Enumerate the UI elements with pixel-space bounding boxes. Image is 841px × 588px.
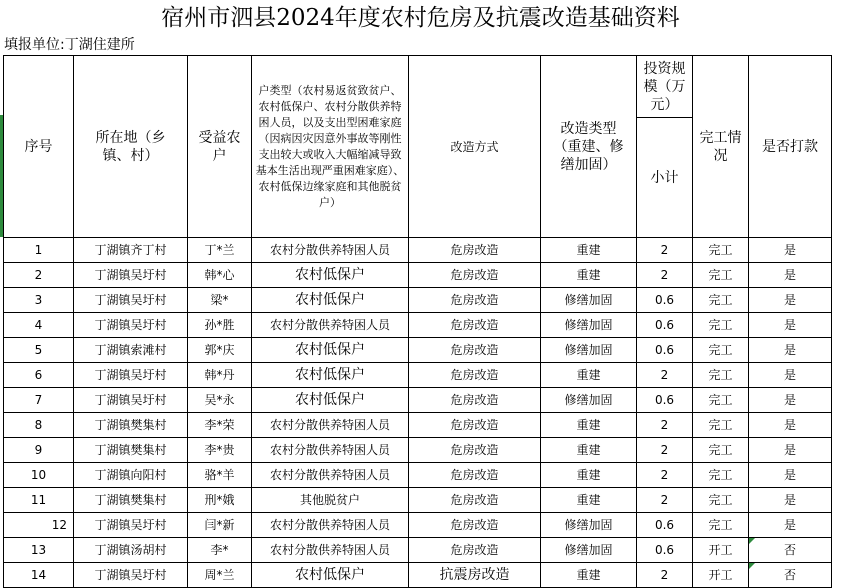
row-household-type[interactable]: 农村分散供养特困人员 [252,238,409,263]
header-beneficiary[interactable]: 受益农户 [188,56,252,238]
row-beneficiary[interactable]: 李*荣 [188,413,252,438]
row-location[interactable]: 丁湖镇齐丁村 [74,238,188,263]
header-index[interactable]: 序号 [4,56,74,238]
housing-renovation-table [3,55,832,588]
row-method[interactable]: 抗震房改造 [409,563,541,588]
row-method[interactable]: 危房改造 [409,288,541,313]
row-beneficiary[interactable]: 周*兰 [188,563,252,588]
row-status[interactable]: 完工 [693,363,749,388]
table-row[interactable] [4,313,832,338]
row-renovation-type[interactable]: 重建 [541,438,637,463]
header-subtotal[interactable]: 小计 [637,118,693,238]
row-location[interactable]: 丁湖镇索滩村 [74,338,188,363]
row-beneficiary[interactable]: 李*贵 [188,438,252,463]
row-index[interactable]: 7 [4,388,74,413]
row-index[interactable]: 9 [4,438,74,463]
row-location[interactable]: 丁湖镇吴圩村 [74,388,188,413]
row-paid: 否 [783,543,796,557]
row-renovation-type[interactable]: 重建 [541,363,637,388]
row-amount[interactable]: 2 [637,488,693,513]
row-location[interactable]: 丁湖镇樊集村 [74,488,188,513]
error-marker-icon [749,538,755,544]
row-amount[interactable]: 0.6 [637,288,693,313]
row-renovation-type[interactable]: 修缮加固 [541,338,637,363]
header-renovation-type[interactable]: 改造类型（重建、修缮加固） [541,56,637,238]
row-renovation-type[interactable]: 重建 [541,238,637,263]
row-status[interactable]: 完工 [693,463,749,488]
row-status[interactable]: 完工 [693,263,749,288]
table-row[interactable] [4,388,832,413]
row-paid[interactable]: 是 [749,413,832,438]
row-amount[interactable]: 2 [637,438,693,463]
row-amount[interactable]: 2 [637,413,693,438]
row-household-type[interactable]: 农村分散供养特困人员 [252,513,409,538]
row-renovation-type[interactable]: 重建 [541,263,637,288]
row-amount[interactable]: 0.6 [637,338,693,363]
row-paid[interactable]: 是 [749,463,832,488]
table-row[interactable] [4,513,832,538]
header-investment[interactable]: 投资规模（万元） [637,56,693,118]
row-amount[interactable]: 2 [637,363,693,388]
row-method[interactable]: 危房改造 [409,413,541,438]
row-status[interactable]: 完工 [693,288,749,313]
row-renovation-type[interactable]: 修缮加固 [541,388,637,413]
row-household-type[interactable]: 农村低保户 [252,338,409,363]
row-renovation-type[interactable]: 重建 [541,413,637,438]
header-location[interactable]: 所在地（乡镇、村） [74,56,188,238]
row-status[interactable]: 开工 [693,563,749,588]
row-renovation-type[interactable]: 重建 [541,463,637,488]
row-amount[interactable]: 2 [637,563,693,588]
row-method[interactable]: 危房改造 [409,388,541,413]
row-method[interactable]: 危房改造 [409,513,541,538]
row-household-type[interactable]: 农村低保户 [252,288,409,313]
header-household-type[interactable]: 户类型（农村易返贫致贫户、农村低保户、农村分散供养特困人员，以及支出型困难家庭（因病因灾因意外事故等刚性支出较大或收入大幅缩减导致基本生活出现严重困难家庭）、农村低保边缘家庭和其他脱贫户） [252,56,409,238]
row-index[interactable]: 3 [4,288,74,313]
error-marker-icon [749,563,755,569]
row-status[interactable]: 完工 [693,438,749,463]
table-row[interactable] [4,413,832,438]
row-status[interactable]: 完工 [693,513,749,538]
row-household-type[interactable]: 农村低保户 [252,388,409,413]
header-completion[interactable]: 完工情况 [693,56,749,238]
row-household-type[interactable]: 农村分散供养特困人员 [252,413,409,438]
row-status[interactable]: 完工 [693,338,749,363]
row-renovation-type[interactable]: 修缮加固 [541,288,637,313]
row-paid[interactable]: 是 [749,338,832,363]
row-household-type[interactable]: 农村低保户 [252,363,409,388]
reporting-unit-label: 填报单位:丁湖住建所 [4,37,135,53]
row-location[interactable]: 丁湖镇吴圩村 [74,563,188,588]
row-index[interactable]: 1 [4,238,74,263]
row-paid[interactable]: 是 [749,263,832,288]
row-amount[interactable]: 2 [637,263,693,288]
row-index[interactable]: 6 [4,363,74,388]
row-paid[interactable]: 是 [749,313,832,338]
row-amount[interactable]: 2 [637,238,693,263]
row-paid[interactable]: 是 [749,288,832,313]
row-location[interactable]: 丁湖镇吴圩村 [74,263,188,288]
row-household-type[interactable]: 农村分散供养特困人员 [252,463,409,488]
table-row[interactable] [4,238,832,263]
row-paid[interactable]: 是 [749,438,832,463]
row-method[interactable]: 危房改造 [409,313,541,338]
row-beneficiary[interactable]: 刑*娥 [188,488,252,513]
row-renovation-type[interactable]: 重建 [541,563,637,588]
row-household-type[interactable]: 农村分散供养特困人员 [252,313,409,338]
row-status[interactable]: 完工 [693,238,749,263]
row-index[interactable]: 14 [4,563,74,588]
row-index[interactable]: 4 [4,313,74,338]
table-row[interactable] [4,463,832,488]
table-row[interactable] [4,563,832,588]
row-household-type[interactable]: 农村分散供养特困人员 [252,538,409,563]
row-method[interactable]: 危房改造 [409,438,541,463]
row-method[interactable]: 危房改造 [409,538,541,563]
row-beneficiary[interactable]: 梁* [188,288,252,313]
header-method[interactable]: 改造方式 [409,56,541,238]
row-status[interactable]: 开工 [693,538,749,563]
table-row[interactable] [4,363,832,388]
row-index[interactable]: 11 [4,488,74,513]
row-paid-cell[interactable] [749,538,832,563]
table-row[interactable] [4,338,832,363]
row-renovation-type[interactable]: 重建 [541,488,637,513]
table-row[interactable] [4,288,832,313]
row-index[interactable]: 5 [4,338,74,363]
row-status[interactable]: 完工 [693,313,749,338]
row-index[interactable]: 12 [4,513,74,538]
row-location[interactable]: 丁湖镇吴圩村 [74,288,188,313]
row-renovation-type[interactable]: 修缮加固 [541,538,637,563]
row-household-type[interactable]: 其他脱贫户 [252,488,409,513]
row-amount[interactable]: 0.6 [637,313,693,338]
row-renovation-type[interactable]: 修缮加固 [541,313,637,338]
row-paid[interactable]: 是 [749,513,832,538]
row-paid[interactable]: 是 [749,238,832,263]
row-beneficiary[interactable]: 孙*胜 [188,313,252,338]
row-location[interactable]: 丁湖镇吴圩村 [74,313,188,338]
row-amount[interactable]: 0.6 [637,538,693,563]
row-renovation-type[interactable]: 修缮加固 [541,513,637,538]
page-title: 宿州市泗县2024年度农村危房及抗震改造基础资料 [161,5,680,31]
row-beneficiary[interactable]: 韩*心 [188,263,252,288]
row-beneficiary[interactable]: 丁*兰 [188,238,252,263]
table-row[interactable] [4,488,832,513]
row-location[interactable]: 丁湖镇吴圩村 [74,363,188,388]
row-amount[interactable]: 0.6 [637,388,693,413]
row-method[interactable]: 危房改造 [409,263,541,288]
row-amount[interactable]: 0.6 [637,513,693,538]
row-paid[interactable]: 是 [749,363,832,388]
row-index[interactable]: 13 [4,538,74,563]
row-index[interactable]: 8 [4,413,74,438]
row-location[interactable]: 丁湖镇樊集村 [74,438,188,463]
row-paid[interactable]: 是 [749,388,832,413]
row-method[interactable]: 危房改造 [409,363,541,388]
row-location[interactable]: 丁湖镇向阳村 [74,463,188,488]
row-status[interactable]: 完工 [693,413,749,438]
row-location[interactable]: 丁湖镇汤胡村 [74,538,188,563]
row-index[interactable]: 10 [4,463,74,488]
table-row[interactable] [4,263,832,288]
row-location[interactable]: 丁湖镇樊集村 [74,413,188,438]
row-beneficiary[interactable]: 郭*庆 [188,338,252,363]
row-method[interactable]: 危房改造 [409,338,541,363]
table-row[interactable] [4,438,832,463]
row-status[interactable]: 完工 [693,388,749,413]
row-household-type[interactable]: 农村分散供养特困人员 [252,438,409,463]
table-row[interactable] [4,538,832,563]
row-beneficiary[interactable]: 李* [188,538,252,563]
header-paid[interactable]: 是否打款 [749,56,832,238]
row-paid: 否 [783,568,796,582]
row-method[interactable]: 危房改造 [409,488,541,513]
row-method[interactable]: 危房改造 [409,463,541,488]
row-beneficiary[interactable]: 骆*羊 [188,463,252,488]
row-paid[interactable]: 是 [749,488,832,513]
row-household-type[interactable]: 农村低保户 [252,263,409,288]
row-household-type[interactable]: 农村低保户 [252,563,409,588]
row-index[interactable]: 2 [4,263,74,288]
row-beneficiary[interactable]: 韩*丹 [188,363,252,388]
row-amount[interactable]: 2 [637,463,693,488]
row-status[interactable]: 完工 [693,488,749,513]
row-beneficiary[interactable]: 吴*永 [188,388,252,413]
row-paid-cell[interactable] [749,563,832,588]
row-method[interactable]: 危房改造 [409,238,541,263]
row-beneficiary[interactable]: 闫*新 [188,513,252,538]
row-location[interactable]: 丁湖镇吴圩村 [74,513,188,538]
